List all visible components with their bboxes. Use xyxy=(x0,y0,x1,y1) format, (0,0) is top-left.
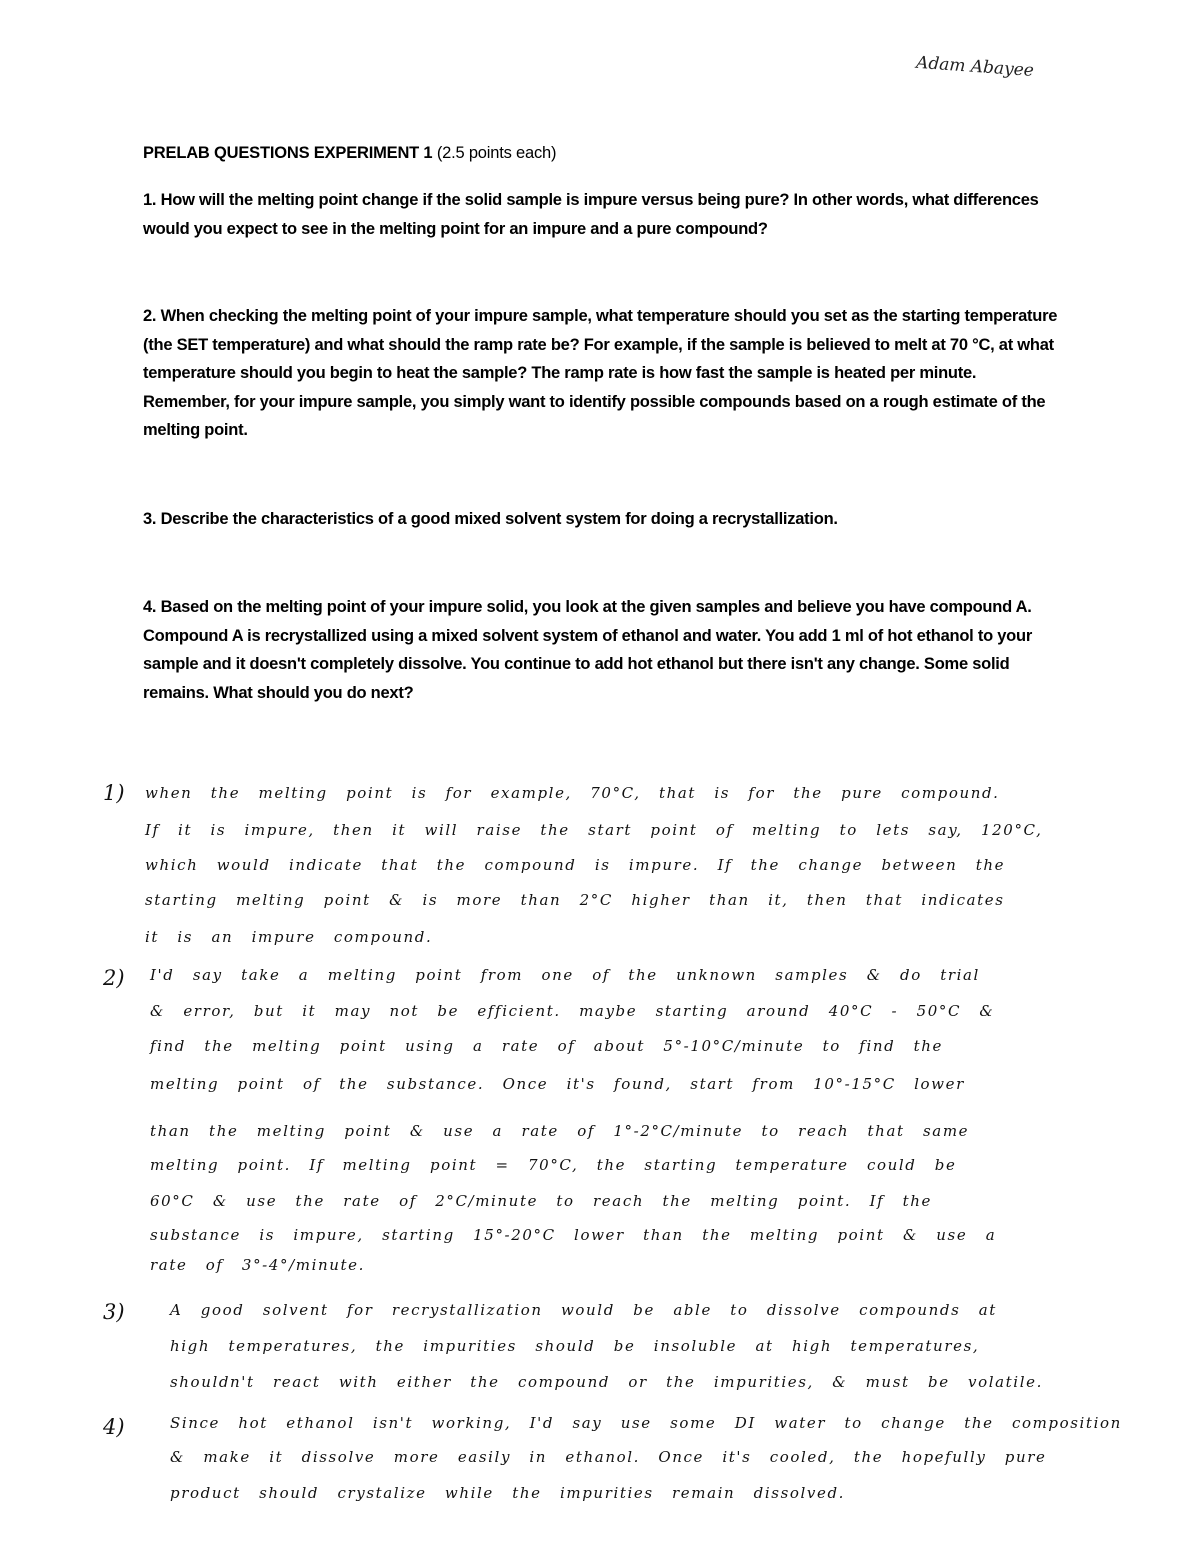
answer-2-line: melting point of the substance. Once it's found, start from 10°-15°C lower xyxy=(150,1075,965,1093)
answer-1-line: it is an impure compound. xyxy=(145,928,433,946)
answer-4-line: & make it dissolve more easily in ethanol. Once it's cooled, the hopefully pure xyxy=(170,1448,1047,1466)
answer-3-line: A good solvent for recrystallization would be able to dissolve compounds at xyxy=(170,1301,997,1319)
heading-points: (2.5 points each) xyxy=(436,144,557,162)
question-3: 3. Describe the characteristics of a good mixed solvent system for doing a recrystallization. xyxy=(143,510,838,528)
answer-2-line: find the melting point using a rate of about 5°-10°C/minute to find the xyxy=(150,1037,944,1055)
answer-1-line: starting melting point & is more than 2°C higher than it, then that indicates xyxy=(145,891,1005,909)
answer-2-line: I'd say take a melting point from one of the unknown samples & do trial xyxy=(150,966,980,984)
answer-2-number: 2) xyxy=(103,966,125,990)
prelab-heading xyxy=(143,144,1063,163)
answer-3-number: 3) xyxy=(103,1300,125,1324)
answer-2-line: than the melting point & use a rate of 1°-2°C/minute to reach that same xyxy=(150,1122,970,1140)
answer-2-line: substance is impure, starting 15°-20°C lower than the melting point & use a xyxy=(150,1226,997,1244)
answer-1-line: which would indicate that the compound is impure. If the change between the xyxy=(145,856,1006,874)
heading-title: PRELAB QUESTIONS EXPERIMENT 1 xyxy=(143,144,433,162)
answer-2-line: 60°C & use the rate of 2°C/minute to reach the melting point. If the xyxy=(150,1192,933,1210)
question-1: 1. How will the melting point change if the solid sample is impure versus being pure? In other words, what differences would you expect to see in the melting point for an impure and a pure compound? xyxy=(143,191,1039,238)
student-signature: Adam Abayee xyxy=(915,52,1035,81)
question-2: 2. When checking the melting point of your impure sample, what temperature should you set as the starting temperature (the SET temperature) and what should the ramp rate be? For example, if the sample is believed to melt at 70 °C, at what temperature should you begin to heat the sample? The ramp rate is how fast the sample is heated per minute. Remember, for your impure sample, you simply want to identify possible compounds based on a rough estimate of the melting point. xyxy=(143,307,1058,439)
answer-1-line: when the melting point is for example, 70°C, that is for the pure compound. xyxy=(145,784,1000,802)
answer-2-line: rate of 3°-4°/minute. xyxy=(150,1256,365,1274)
answer-2-line: & error, but it may not be efficient. maybe starting around 40°C - 50°C & xyxy=(150,1002,995,1020)
answer-4-line: product should crystalize while the impurities remain dissolved. xyxy=(170,1484,846,1502)
answer-4-number: 4) xyxy=(103,1415,125,1439)
answer-3-line: high temperatures, the impurities should be insoluble at high temperatures, xyxy=(170,1337,980,1355)
answer-4-line: Since hot ethanol isn't working, I'd say use some DI water to change the composition xyxy=(170,1414,1122,1432)
answer-3-line: shouldn't react with either the compound or the impurities, & must be volatile. xyxy=(170,1373,1043,1391)
answer-2-line: melting point. If melting point = 70°C, the starting temperature could be xyxy=(150,1156,957,1174)
answer-1-number: 1) xyxy=(103,781,125,805)
question-4: 4. Based on the melting point of your impure solid, you look at the given samples and believe you have compound A. Compound A is recrystallized using a mixed solvent system of ethanol and water. You add 1 ml of hot ethanol to your sample and it doesn't completely dissolve. You continue to add hot ethanol but there isn't any change. Some solid remains. What should you do next? xyxy=(143,598,1032,702)
answer-1-line: If it is impure, then it will raise the start point of melting to lets say, 120°C, xyxy=(145,821,1043,839)
